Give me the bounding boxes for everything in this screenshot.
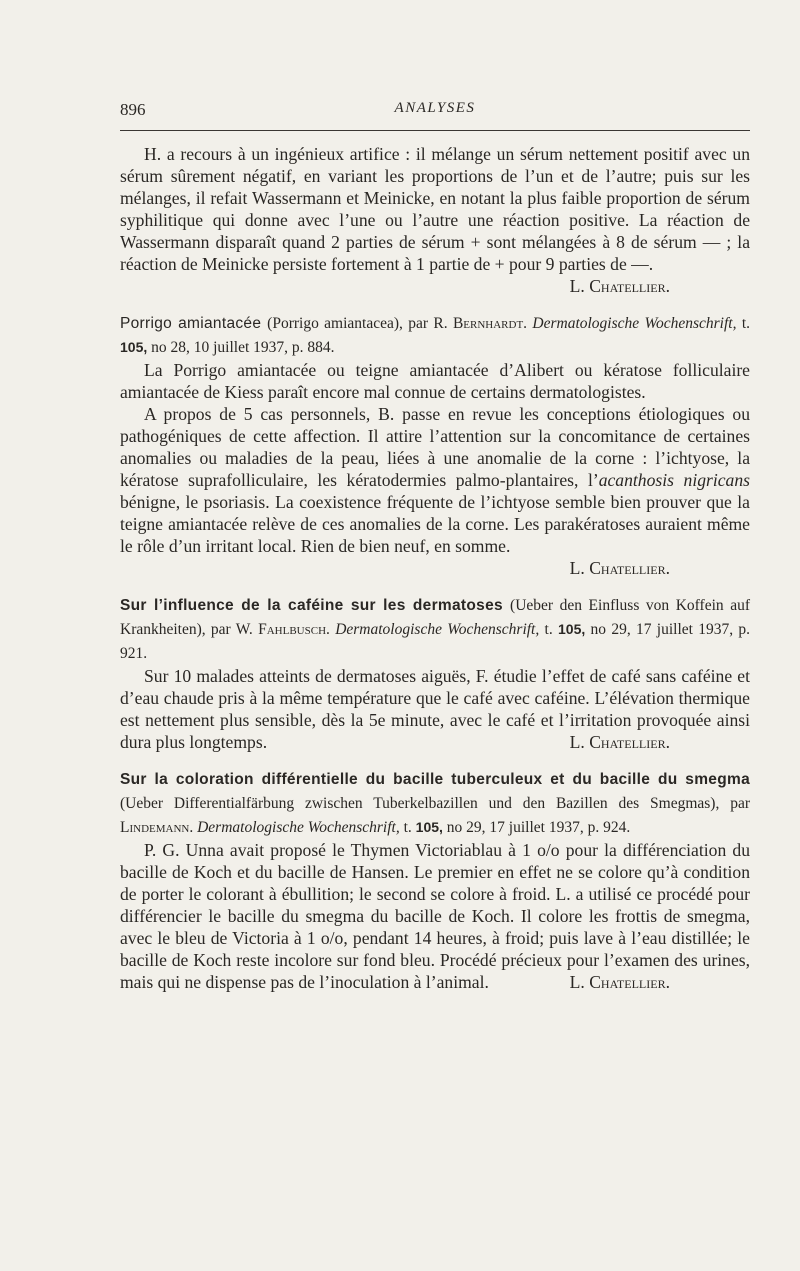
paragraph-text: A propos de 5 cas personnels, B. passe en revue les conceptions étiologiques ou pathogéniques de cette affection. Il attire l’attention sur la concomitance de certaines anomalies ou maladies de la peau, liées à une anomalie de la corne : l’ichtyose, la kératose suprafolliculaire, les kératodermies palmo-plantaires, l’ (120, 404, 750, 490)
article-body (120, 839, 750, 993)
article-author: Lindemann. (120, 819, 194, 836)
article-heading (120, 593, 750, 665)
page-number: 896 (120, 100, 146, 119)
article-source (120, 795, 750, 836)
article-porrigo (120, 311, 750, 579)
article-title: Porrigo amiantacée (120, 315, 262, 332)
ref-text: t. (736, 315, 751, 332)
article-signature: L. Chatellier. (569, 732, 670, 752)
article-cafeine (120, 593, 750, 753)
article-journal: Dermatologische Wochenschrift, (532, 315, 737, 332)
article-heading (120, 311, 750, 359)
article-volume: 105, (415, 819, 443, 835)
article-volume: 105, (558, 621, 586, 637)
article-author: Bernhardt. (452, 315, 528, 332)
page-content (120, 143, 750, 993)
ref-text: t. (399, 819, 416, 836)
paragraph-text: bénigne, le psoriasis. La coexistence fréquente de l’ichtyose semble bien prouver que la teigne amiantacée relève de ces anomalies de la corne. Les parakératoses auraient même le rôle d’un irritant local. Rien de bien neuf, en somme. (120, 492, 750, 556)
ref-text: t. (539, 621, 558, 638)
article-heading (120, 767, 750, 839)
article-continuation (120, 143, 750, 297)
article-volume: 105, (120, 339, 148, 355)
ref-text: no 29, 17 juillet 1937, p. 921. (120, 621, 751, 662)
article-paragraph: La Porrigo amiantacée ou teigne amiantacée d’Alibert ou kératose folliculaire amiantacée de Kiess paraît encore mal connue de certains dermatologistes. (120, 360, 750, 402)
article-paragraph (120, 665, 750, 753)
source-text: (Ueber den Einfluss von Koffein auf Krankheiten), par W. (120, 597, 750, 638)
article-title: Sur la coloration différentielle du bacille tuberculeux et du bacille du smegma (120, 771, 750, 788)
paragraph-italic: acanthosis nigricans (598, 470, 750, 490)
article-coloration (120, 767, 750, 993)
paragraph-text: Sur 10 malades atteints de dermatoses aiguës, F. étudie l’effet de café sans caféine et d’eau chaude pris à la même température que le café avec caféine. L’élévation thermique est nettement plus sensible, dès la 5e minute, avec le café et l’irritation provoquée ainsi dura plus longtemps. (120, 666, 750, 752)
article-journal: Dermatologische Wochenschrift, (335, 621, 540, 638)
article-body (120, 665, 750, 753)
ref-text: no 29, 17 juillet 1937, p. 924. (442, 819, 631, 836)
article-journal: Dermatologische Wochenschrift, (197, 819, 400, 836)
article-paragraph (120, 403, 750, 557)
paragraph-text: H. a recours à un ingénieux artifice : il mélange un sérum nettement positif avec un sérum sûrement négatif, en variant les proportions de l’un et de l’autre; puis sur les mélanges, il refait Wassermann et Meinicke, en notant la plus faible proportion de sérum syphilitique qui donne avec l’une ou l’autre une réaction positive. La réaction de Wassermann disparaît quand 2 parties de sérum + sont mélangées à 8 de sérum — ; la réaction de Meinicke persiste fortement à 1 partie de + pour 9 parties de —. (120, 144, 750, 274)
article-paragraph (120, 143, 750, 296)
article-signature: L. Chatellier. (569, 558, 670, 578)
header-rule (120, 130, 750, 131)
article-author: Fahlbusch. (258, 621, 330, 638)
page-header (120, 100, 750, 126)
article-signature: L. Chatellier. (569, 972, 670, 992)
article-signature: L. Chatellier. (569, 276, 670, 296)
ref-text: no 28, 10 juillet 1937, p. 884. (147, 339, 335, 356)
running-head: ANALYSES (394, 100, 476, 116)
source-text: (Ueber Differentialfärbung zwischen Tuberkelbazillen und den Bazillen des Smegmas), par (120, 795, 750, 812)
paragraph-text: P. G. Unna avait proposé le Thymen Victoriablau à 1 o/o pour la différenciation du bacille de Koch et du bacille de Hansen. Le premier en effet ne se colore qu’à condition de porter le colorant à ébullition; le second se colore à froid. L. a utilisé ce procédé pour différencier le bacille du smegma du bacille de Koch. Il colore les frottis de smegma, avec le bleu de Victoria à 1 o/o, pendant 14 heures, à froid; puis lave à l’eau distillée; le bacille de Koch reste incolore sur fond bleu. Procédé précieux pour l’examen des urines, mais qui ne dispense pas de l’inoculation à l’animal. (120, 840, 750, 992)
source-text: (Porrigo amiantacea), par R. (267, 315, 453, 332)
article-paragraph (120, 839, 750, 993)
article-title: Sur l’influence de la caféine sur les dermatoses (120, 597, 503, 614)
